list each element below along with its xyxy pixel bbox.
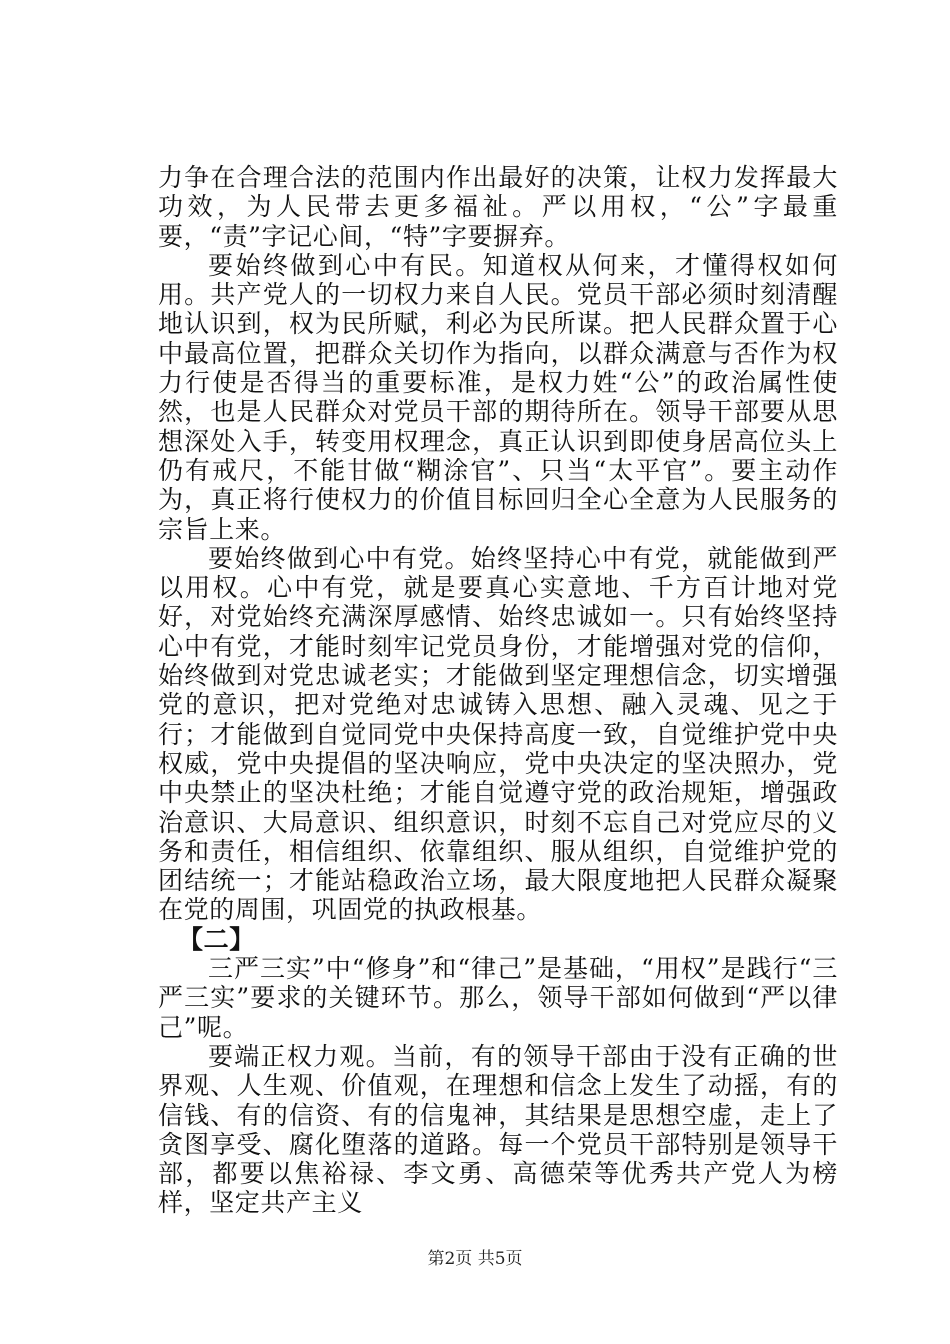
paragraph-three-stricts: 三严三实”中“修身”和“律己”是基础，“用权”是践行“三严三实”要求的关键环节。那么，领导干部如何做到“严以律己”呢。 <box>158 954 838 1042</box>
paragraph-continuation: 力争在合理合法的范围内作出最好的决策，让权力发挥最大功效，为人民带去更多福祉。严以用权，“公”字最重要，“责”字记心间，“特”字要摒弃。 <box>158 163 838 251</box>
paragraph-heart-with-people: 要始终做到心中有民。知道权从何来，才懂得权如何用。共产党人的一切权力来自人民。党员干部必须时刻清醒地认识到，权为民所赋，利必为民所谋。把人民群众置于心中最高位置，把群众关切作为指向，以群众满意与否作为权力行使是否得当的重要标准，是权力姓“公”的政治属性使然，也是人民群众对党员干部的期待所在。领导干部要从思想深处入手，转变用权理念，真正认识到即使身居高位头上仍有戒尺，不能甘做“糊涂官”、只当“太平官”。要主动作为，真正将行使权力的价值目标回归全心全意为人民服务的宗旨上来。 <box>158 250 838 544</box>
page-footer: 第2页 共5页 <box>427 1249 523 1269</box>
document-body <box>158 163 838 1218</box>
paragraph-heart-with-party: 要始终做到心中有党。始终坚持心中有党，就能做到严以用权。心中有党，就是要真心实意地、千方百计地对党好，对党始终充满深厚感情、始终忠诚如一。只有始终坚持心中有党，才能时刻牢记党员身份，才能增强对党的信仰，始终做到对党忠诚老实；才能做到坚定理想信念，切实增强党的意识，把对党绝对忠诚铸入思想、融入灵魂、见之于行；才能做到自觉同党中央保持高度一致，自觉维护党中央权威，党中央提倡的坚决响应，党中央决定的坚决照办，党中央禁止的坚决杜绝；才能自觉遵守党的政治规矩，增强政治意识、大局意识、组织意识，时刻不忘自己对党应尽的义务和责任，相信组织、依靠组织、服从组织，自觉维护党的团结统一；才能站稳政治立场，最大限度地把人民群众凝聚在党的周围，巩固党的执政根基。 <box>158 543 838 925</box>
section-heading: 【二】 <box>178 924 255 954</box>
paragraph-power-view: 要端正权力观。当前，有的领导干部由于没有正确的世界观、人生观、价值观，在理想和信念上发生了动摇，有的信钱、有的信资、有的信鬼神，其结果是思想空虚，走上了贪图享受、腐化堕落的道路。每一个党员干部特别是领导干部，都要以焦裕禄、李文勇、高德荣等优秀共产党人为榜样，坚定共产主义 <box>158 1041 838 1218</box>
